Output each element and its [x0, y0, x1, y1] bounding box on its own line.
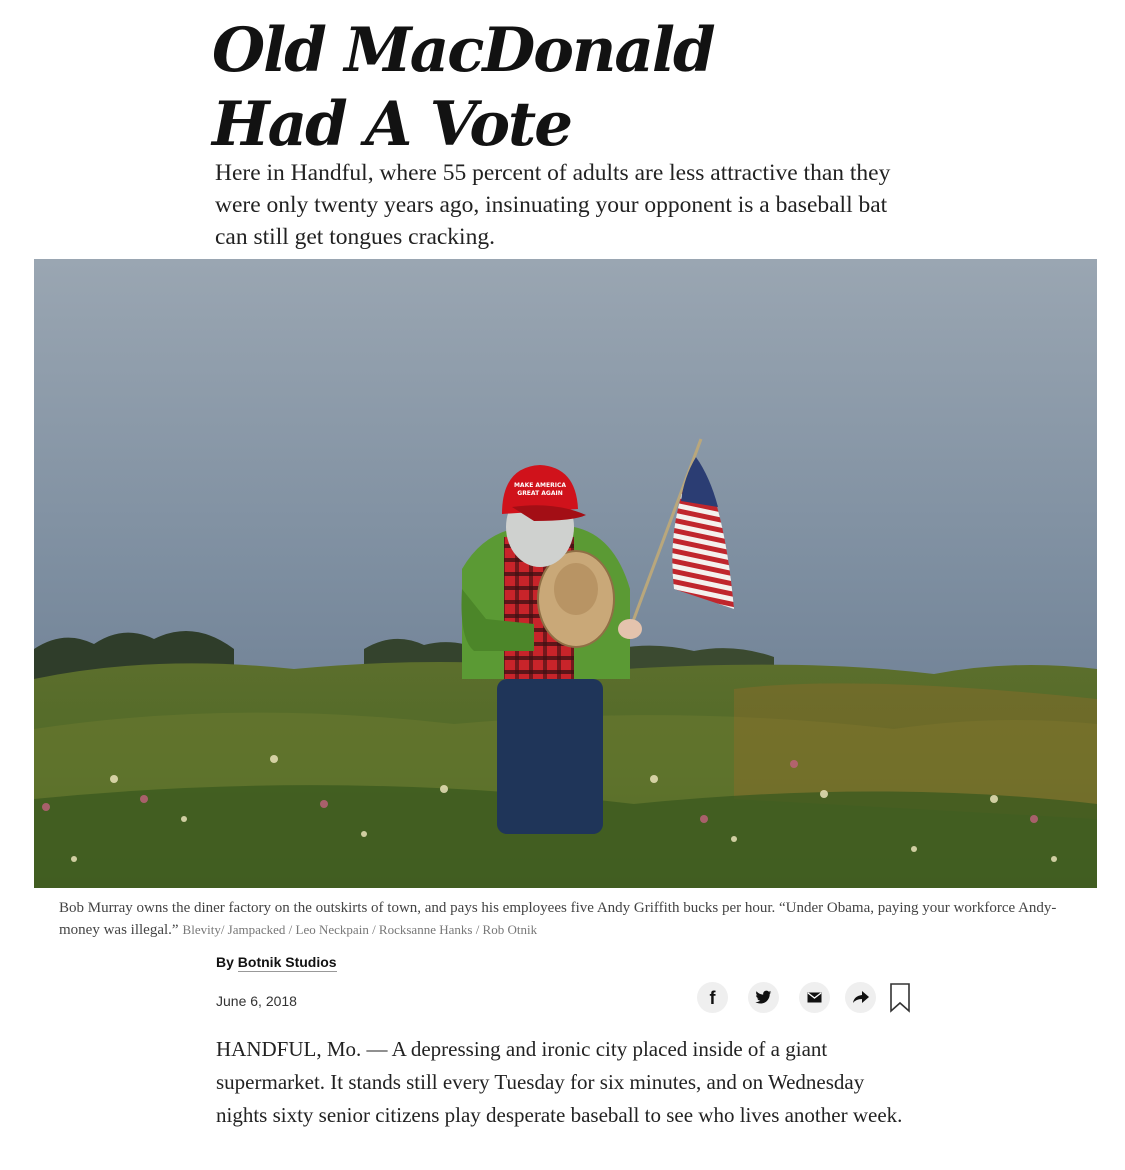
lead-photo — [34, 259, 1097, 888]
publish-date: June 6, 2018 — [216, 993, 297, 1009]
photo-caption — [59, 897, 1069, 941]
share-twitter-button[interactable] — [748, 982, 779, 1013]
cap-slogan-line-1: MAKE AMERICA — [513, 482, 567, 489]
byline-author-link[interactable]: Botnik Studios — [237, 954, 337, 970]
caption-text: Bob Murray owns the diner factory on the outskirts of town, and pays his employees five Andy Griffith bucks per hour. “Under Obama, paying your workforce Andy-money was illegal.” — [59, 900, 1057, 938]
twitter-icon — [755, 990, 772, 1005]
photo-credit: Blevity/ Jampacked / Leo Neckpain / Rocksanne Hanks / Rob Otnik — [182, 922, 538, 937]
cap-slogan-line-2: GREAT AGAIN — [517, 490, 563, 497]
bookmark-icon — [889, 983, 911, 1013]
envelope-icon — [807, 992, 822, 1003]
share-facebook-button[interactable] — [697, 982, 728, 1013]
share-more-button[interactable] — [845, 982, 876, 1013]
article-body-paragraph: HANDFUL, Mo. — A depressing and ironic city placed inside of a giant supermarket. It stands still every Tuesday for six minutes, and on Wednesday nights sixty senior citizens play desperate baseball to see who lives another week. — [216, 1037, 903, 1127]
article-summary: Here in Handful, where 55 percent of adults are less attractive than they were only twenty years ago, insinuating your opponent is a baseball bat can still get tongues cracking. — [215, 160, 891, 250]
share-email-button[interactable] — [799, 982, 830, 1013]
facebook-icon: f — [709, 987, 716, 1008]
headline-line-1: Old MacDonald — [212, 15, 714, 86]
byline-prefix: By — [216, 954, 234, 970]
save-article-button[interactable] — [889, 983, 911, 1013]
byline — [216, 954, 337, 970]
share-arrow-icon — [852, 991, 869, 1004]
article-headline — [212, 14, 912, 162]
headline-line-2: Had A Vote — [212, 89, 572, 160]
